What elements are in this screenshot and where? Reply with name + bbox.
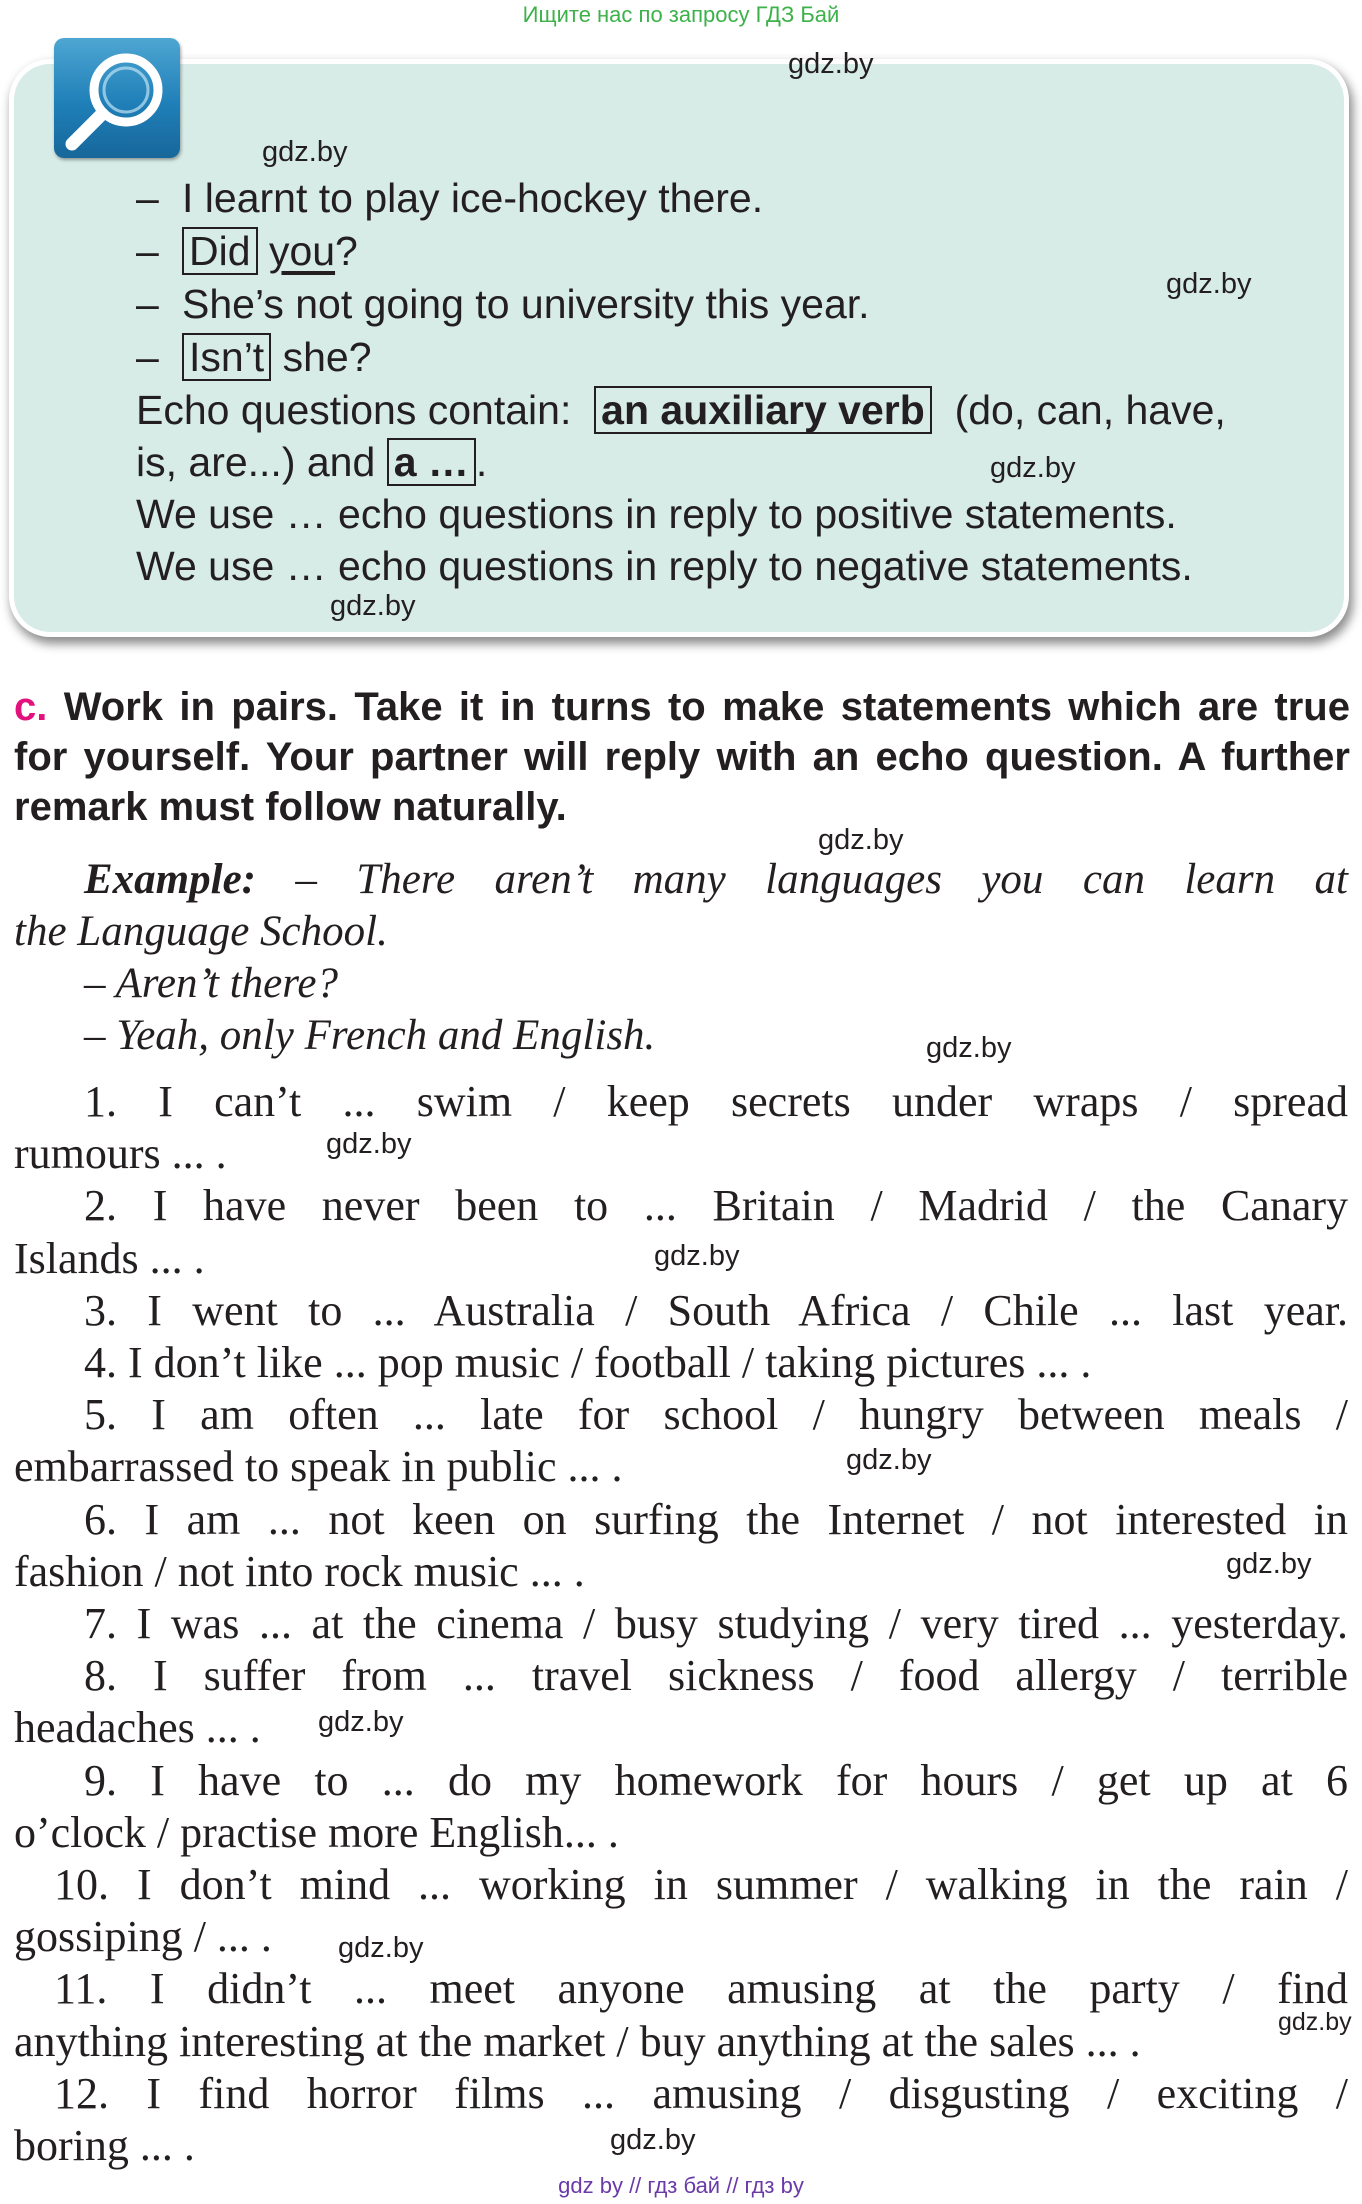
- watermark: gdz.by: [1278, 2008, 1352, 2036]
- example-line-3: – Aren’t there?: [84, 960, 338, 1007]
- exercise-item: 7. I was ... at the cinema / busy studying / very tired ... yesterday.: [84, 1599, 1348, 1648]
- watermark: gdz.by: [818, 824, 904, 856]
- top-banner-link[interactable]: Ищите нас по запросу ГДЗ Бай: [522, 2, 840, 27]
- watermark: gdz.by: [926, 1032, 1012, 1064]
- watermark: gdz.by: [1166, 268, 1252, 300]
- exercise-item: 11. I didn’t ... meet anyone amusing at the party / find: [54, 1964, 1348, 2013]
- positive-rule: We use … echo questions in reply to positive statements.: [136, 491, 1177, 537]
- exercise-item: 1. I can’t ... swim / keep secrets under wraps / spread: [84, 1077, 1348, 1126]
- exercise-item-continued: gossiping / ... .: [14, 1912, 272, 1961]
- exercise-item: 12. I find horror films ... amusing / disgusting / exciting /: [54, 2069, 1348, 2118]
- exercise-item-continued: fashion / not into rock music ... .: [14, 1547, 585, 1596]
- exercise-item-continued: headaches ... .: [14, 1703, 261, 1752]
- example-line-4: – Yeah, only French and English.: [84, 1012, 656, 1059]
- rule-line-1: – I learnt to play ice-hockey there.: [136, 175, 764, 221]
- example-line-2: the Language School.: [14, 908, 388, 955]
- exercise-item-continued: boring ... .: [14, 2121, 195, 2170]
- rule-line-2: – Did you?: [136, 228, 358, 274]
- rule-line-3: – She’s not going to university this year.: [136, 281, 870, 327]
- negative-rule: We use … echo questions in reply to negative statements.: [136, 543, 1193, 589]
- exercise-item-continued: rumours ... .: [14, 1129, 227, 1178]
- exercise-item-continued: embarrassed to speak in public ... .: [14, 1442, 623, 1491]
- magnifier-icon: [54, 38, 180, 158]
- exercise-item: 3. I went to ... Australia / South Africa / Chile ... last year.: [84, 1286, 1348, 1335]
- exercise-item-continued: o’clock / practise more English... .: [14, 1808, 619, 1857]
- exercise-item: 5. I am often ... late for school / hungry between meals /: [84, 1390, 1348, 1439]
- echo-contain-line: Echo questions contain: an auxiliary verb (do, can, have,: [136, 387, 1226, 433]
- watermark: gdz.by: [1226, 1548, 1312, 1580]
- exercise-item: 10. I don’t mind ... working in summer / walking in the rain /: [54, 1860, 1348, 1909]
- rule-line-4: – Isn’t she?: [136, 334, 372, 380]
- task-instructions: c. Work in pairs. Take it in turns to make statements which are true for yourself. Your partner will reply with an echo question. A further remark must follow naturally.: [14, 685, 1350, 829]
- watermark: gdz.by: [990, 452, 1076, 484]
- watermark: gdz.by: [610, 2124, 696, 2156]
- exercise-item: 2. I have never been to ... Britain / Madrid / the Canary: [84, 1181, 1348, 1230]
- echo-contain-line-2: is, are...) and a … .: [136, 439, 488, 485]
- watermark: gdz.by: [326, 1128, 412, 1160]
- watermark: gdz.by: [330, 590, 416, 622]
- watermark: gdz.by: [654, 1240, 740, 1272]
- watermark: gdz.by: [318, 1706, 404, 1738]
- exercise-item: 8. I suffer from ... travel sickness / food allergy / terrible: [84, 1651, 1348, 1700]
- exercise-item-continued: anything interesting at the market / buy anything at the sales ... .: [14, 2017, 1141, 2066]
- example-line-1: Example: – There aren’t many languages you can learn at: [84, 856, 1348, 903]
- exercise-item-continued: Islands ... .: [14, 1234, 205, 1283]
- task-letter: c.: [14, 685, 48, 729]
- exercise-item: 9. I have to ... do my homework for hours / get up at 6: [84, 1756, 1348, 1805]
- exercise-item: 6. I am ... not keen on surfing the Internet / not interested in: [84, 1495, 1348, 1544]
- watermark: gdz.by: [788, 48, 874, 80]
- watermark: gdz.by: [338, 1932, 424, 1964]
- exercise-item: 4. I don’t like ... pop music / football / taking pictures ... .: [84, 1338, 1092, 1387]
- watermark: gdz.by: [262, 136, 348, 168]
- bottom-links[interactable]: gdz by // гдз бай // гдз by: [558, 2173, 804, 2198]
- watermark: gdz.by: [846, 1444, 932, 1476]
